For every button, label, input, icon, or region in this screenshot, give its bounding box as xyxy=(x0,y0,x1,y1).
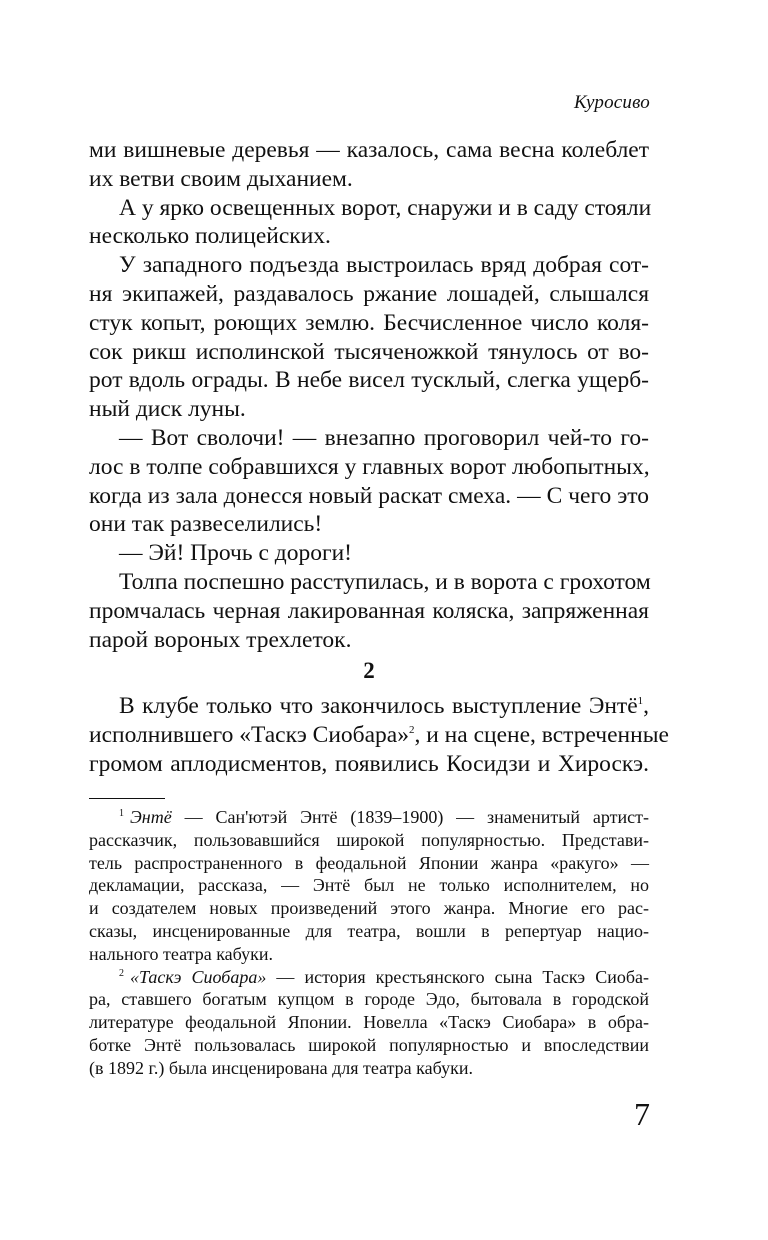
footnote-term: «Таскэ Сиобара» xyxy=(130,966,267,987)
footnote-line xyxy=(89,966,649,989)
chapter-number: 2 xyxy=(363,658,375,683)
footnote-term: Энтё xyxy=(130,807,172,827)
footnotes xyxy=(89,806,649,1080)
footnote-line: рассказчик, пользовавшийся широкой популярностью. Представи- xyxy=(89,829,649,850)
footnote-mark: 2 xyxy=(119,967,124,979)
footnote-line: ра, ставшего богатым купцом в городе Эдо, бытовала в городской xyxy=(89,989,649,1010)
footnote-line: тель распространенного в феодальной Японии жанра «ракуго» — xyxy=(89,852,649,873)
text-line: Толпа поспешно расступилась, и в ворота с грохотом xyxy=(119,568,651,595)
text-line xyxy=(89,692,649,721)
text-line: ми вишневые деревья — казалось, сама весна колеблет xyxy=(89,137,649,163)
footnote-mark: 1 xyxy=(119,808,124,819)
text-line: лос в толпе собравшихся у главных ворот любопытных, xyxy=(89,453,650,480)
text-fragment: , xyxy=(643,693,649,719)
text-line: парой вороных трехлеток. xyxy=(89,626,352,653)
text-line: У западного подъезда выстроилась вряд добрая сот- xyxy=(119,252,649,279)
footnote-line: нального театра кабуки. xyxy=(89,943,274,964)
text-line: сок рикш исполинской тысяченожкой тянулось от во- xyxy=(89,338,649,365)
chapter-text xyxy=(89,692,669,778)
footnote-ref: 1 xyxy=(637,695,644,708)
text-fragment: В клубе только что закончилось выступление Энтё xyxy=(119,693,638,719)
main-text xyxy=(89,136,652,654)
page-number: 7 xyxy=(634,1096,650,1132)
text-line: — Вот сволочи! — внезапно проговорил чей-то го- xyxy=(119,424,649,451)
text-line: когда из зала донесся новый раскат смеха. — С чего это xyxy=(89,482,649,509)
text-fragment: , и на сцене, встреченные xyxy=(414,721,669,748)
footnote-line xyxy=(89,806,649,829)
text-line: — Эй! Прочь с дороги! xyxy=(119,540,352,567)
text-line: ня экипажей, раздавалось ржание лошадей, слышался xyxy=(89,280,649,307)
text-line: рот вдоль ограды. В небе висел тусклый, слегка ущерб- xyxy=(89,367,649,394)
text-line: А у ярко освещенных ворот, снаружи и в саду стояли xyxy=(119,194,652,221)
footnote-line: сказы, инсценированные для театра, вошли в репертуар нацио- xyxy=(89,920,649,941)
footnote-divider xyxy=(89,798,165,799)
text-line: несколько полицейских. xyxy=(89,223,331,250)
running-head: Куросиво xyxy=(573,92,650,113)
text-fragment: — история крестьянского сына Таскэ Сиоба- xyxy=(266,966,649,987)
footnote-line: декламации, рассказа, — Энтё был не только исполнителем, но xyxy=(89,875,649,896)
footnote-line: литературе феодальной Японии. Новелла «Таскэ Сиобара» в обра- xyxy=(89,1012,649,1033)
text-line: ный диск луны. xyxy=(89,396,246,423)
text-line: они так развеселились! xyxy=(89,511,323,538)
text-line: их ветви своим дыханием. xyxy=(89,165,353,192)
footnote-line: (в 1892 г.) была инсценирована для театра кабуки. xyxy=(89,1057,473,1078)
footnote-ref: 2 xyxy=(408,723,415,736)
footnote-line: ботке Энтё пользовалась широкой популярностью и впоследствии xyxy=(89,1034,649,1055)
footnote-line: и создателем новых произведений этого жанра. Многие его рас- xyxy=(89,898,649,919)
text-line xyxy=(89,721,669,750)
text-line: стук копыт, роющих землю. Бесчисленное число коля- xyxy=(89,309,649,336)
text-fragment: исполнившего «Таскэ Сиобара» xyxy=(89,721,409,748)
text-line: громом аплодисментов, появились Косидзи и Хироскэ. xyxy=(89,750,649,777)
text-fragment: — Сан'ютэй Энтё (1839–1900) — знаменитый артист- xyxy=(171,807,649,827)
text-line: промчалась черная лакированная коляска, запряженная xyxy=(89,597,649,624)
